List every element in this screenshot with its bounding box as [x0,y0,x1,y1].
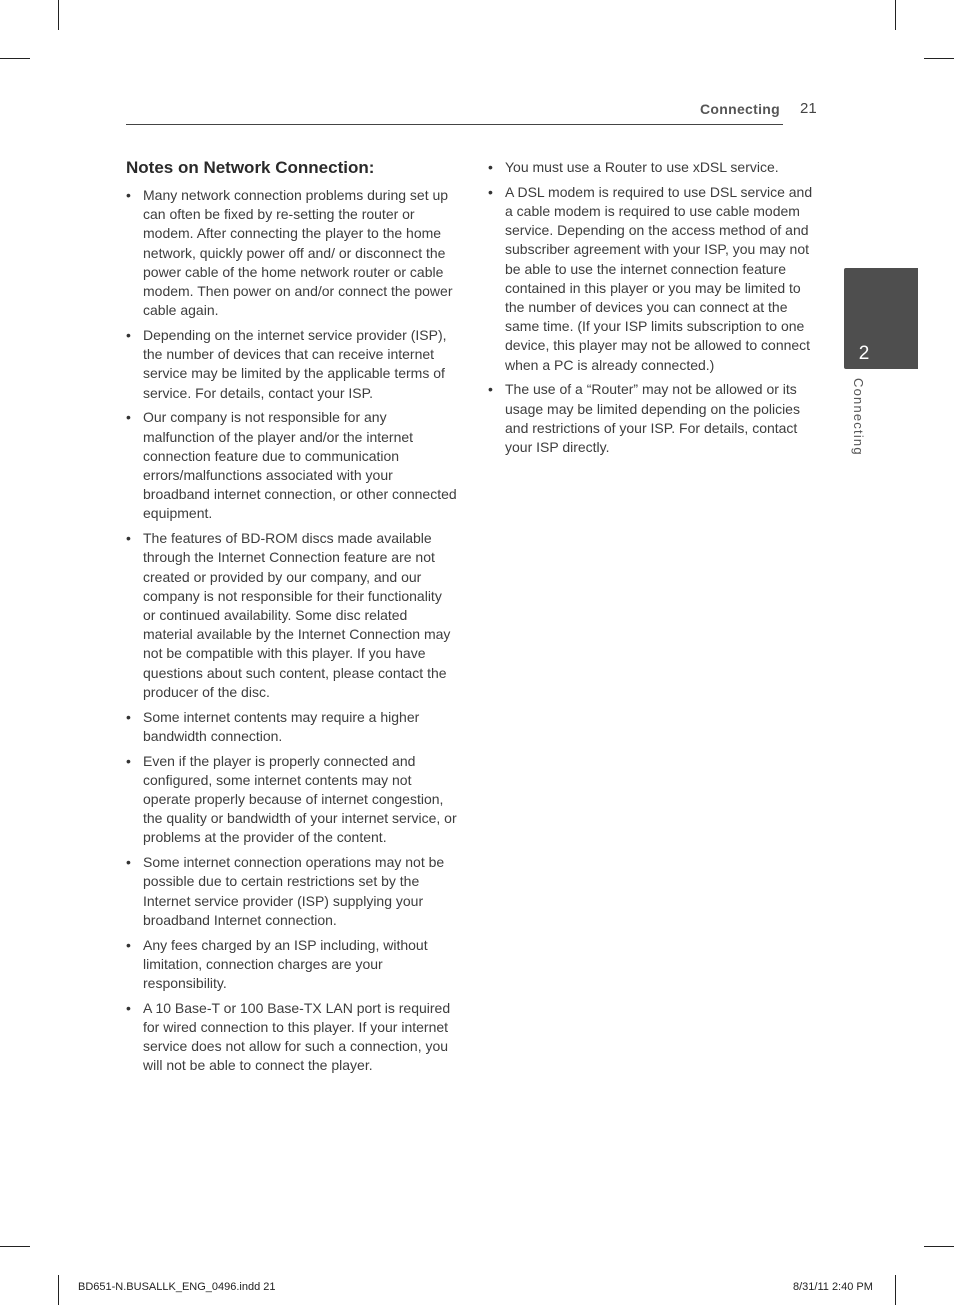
crop-mark [895,0,896,30]
list-item [488,380,820,457]
list-item-text: Depending on the internet service provider (ISP), the number of devices that can receive internet service may be limited by the applicable terms of service. For details, contact your ISP. [143,327,447,401]
list-item [126,752,458,848]
notes-list-right [488,158,820,457]
list-item [126,186,458,320]
footer-date-time: 8/31/11 2:40 PM [793,1281,873,1293]
list-item-text: The features of BD-ROM discs made available through the Internet Connection feature are not created or provided by our company, and our company is not responsible for their functionality or continued availability. Some disc related material available by the Internet Connection may not be compatible with this player. If you have questions about such content, please contact the producer of the disc. [143,530,451,700]
list-item [126,936,458,994]
crop-mark [924,58,954,59]
list-item-text: Many network connection problems during set up can often be fixed by re-setting the router or modem. After connecting the player to the home network, quickly power off and/ or disconnect the power cable of the home network router or cable modem. Then power on and/or connect the power cable again. [143,187,453,319]
header-divider [126,124,783,125]
crop-mark [895,1275,896,1305]
footer-file-info: BD651-N.BUSALLK_ENG_0496.indd 21 [78,1281,276,1293]
list-item-text: Some internet contents may require a higher bandwidth connection. [143,708,420,744]
bullet-icon: • [126,187,131,203]
list-item-text: A DSL modem is required to use DSL service and a cable modem is required to use cable modem service. Depending on the access method of and subscriber agreement with your ISP, you may not be able to use the internet connection feature contained in this player or you may be limited to the number of devices you can connect at the same time. (If your ISP limits subscription to one device, this player may not be allowed to connect when a PC is already connected.) [505,183,813,373]
list-item [488,183,820,375]
list-item-text: Any fees charged by an ISP including, without limitation, connection charges are your responsibility. [143,936,428,992]
page-number: 21 [800,100,817,117]
crop-mark [0,58,30,59]
list-item-text: A 10 Base-T or 100 Base-TX LAN port is required for wired connection to this player. If your internet service does not allow for such a connection, you will not be able to connect the player. [143,999,451,1074]
crop-mark [924,1246,954,1247]
list-item [126,408,458,523]
list-item [488,158,820,177]
bullet-icon: • [126,936,131,953]
list-item-text: You must use a Router to use xDSL service. [505,159,779,175]
bullet-icon: • [126,999,131,1016]
bullet-icon: • [488,381,493,398]
chapter-tab [844,268,918,369]
crop-mark [58,0,59,30]
list-item [126,853,458,930]
chapter-label: Connecting [851,378,866,456]
left-column [126,158,458,1081]
right-column [488,158,820,463]
bullet-icon: • [126,708,131,725]
bullet-icon: • [126,752,131,769]
bullet-icon: • [488,159,493,175]
list-item [126,326,458,403]
list-item [126,999,458,1076]
bullet-icon: • [126,409,131,426]
notes-list-left [126,186,458,1076]
list-item-text: Our company is not responsible for any malfunction of the player and/or the internet connection feature due to communication errors/malfunctions associated with your broadband internet connection, or other connected equipment. [143,409,457,522]
list-item [126,529,458,702]
section-heading: Notes on Network Connection: [126,158,375,177]
list-item-text: Even if the player is properly connected and configured, some internet contents may not operate properly because of internet congestion, the quality or bandwidth of your internet service, or problems at the provider of the content. [143,752,457,846]
crop-mark [58,1275,59,1305]
bullet-icon: • [126,327,131,344]
chapter-number: 2 [858,343,870,364]
bullet-icon: • [126,530,131,547]
list-item-text: The use of a “Router” may not be allowed or its usage may be limited depending on the policies and restrictions of your ISP. For details, contact your ISP directly. [505,381,800,456]
crop-mark [0,1246,30,1247]
header-section-title: Connecting [700,101,780,117]
list-item [126,708,458,746]
bullet-icon: • [126,854,131,871]
list-item-text: Some internet connection operations may not be possible due to certain restrictions set by the Internet service provider (ISP) supplying your broadband Internet connection. [143,854,445,928]
bullet-icon: • [488,183,493,200]
